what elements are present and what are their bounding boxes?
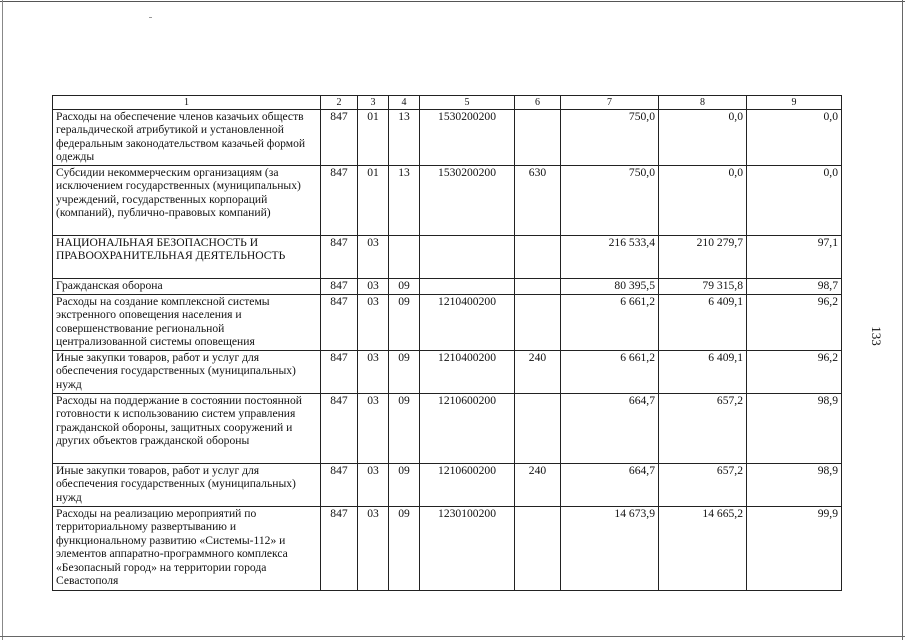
cell-value: 664,7 (561, 394, 659, 464)
cell-value: 216 533,4 (561, 236, 659, 279)
cell-percent: 0,0 (747, 166, 842, 236)
cell-section: 03 (358, 351, 389, 394)
cell-code: 847 (321, 279, 358, 295)
row-name: Расходы на обеспечение членов казачьих обществ геральдической атрибутикой и установленной федеральным законодательством казачьей формой одежды (53, 110, 321, 166)
row-name: Расходы на поддержание в состоянии постоянной готовности к использованию систем управления гражданской обороны, защитных сооружений и других объектов гражданской обороны (53, 394, 321, 464)
page-number: 133 (869, 326, 884, 346)
table-row (53, 394, 842, 464)
row-name: НАЦИОНАЛЬНАЯ БЕЗОПАСНОСТЬ И ПРАВООХРАНИТЕЛЬНАЯ ДЕЯТЕЛЬНОСТЬ (53, 236, 321, 279)
table-row (53, 507, 842, 591)
page-border-bottom (0, 636, 905, 637)
cell-code: 847 (321, 166, 358, 236)
cell-code: 847 (321, 236, 358, 279)
cell-value: 79 315,8 (659, 279, 747, 295)
cell-subsection: 09 (389, 279, 420, 295)
cell-value: 14 665,2 (659, 507, 747, 591)
cell-target: 1210600200 (420, 394, 515, 464)
cell-subsection: 09 (389, 394, 420, 464)
cell-target: 1530200200 (420, 110, 515, 166)
cell-value: 664,7 (561, 464, 659, 507)
cell-section: 03 (358, 279, 389, 295)
cell-subsection: 13 (389, 166, 420, 236)
cell-section: 01 (358, 166, 389, 236)
cell-percent: 96,2 (747, 295, 842, 351)
cell-value: 0,0 (659, 110, 747, 166)
row-name: Субсидии некоммерческим организациям (за исключением государственных (муниципальных) учреждений, государственных корпораций (компаний), публично-правовых компаний) (53, 166, 321, 236)
budget-table (52, 95, 842, 591)
cell-target (420, 279, 515, 295)
cell-percent: 98,7 (747, 279, 842, 295)
column-header: 7 (561, 96, 659, 110)
cell-subsection: 09 (389, 295, 420, 351)
page-border-left (2, 0, 3, 640)
cell-target: 1230100200 (420, 507, 515, 591)
cell-value: 750,0 (561, 110, 659, 166)
cell-value: 657,2 (659, 464, 747, 507)
cell-code: 847 (321, 464, 358, 507)
table-row (53, 351, 842, 394)
table-row (53, 464, 842, 507)
table-row (53, 236, 842, 279)
cell-percent: 99,9 (747, 507, 842, 591)
cell-value: 6 409,1 (659, 295, 747, 351)
cell-target: 1210400200 (420, 351, 515, 394)
row-name: Расходы на реализацию мероприятий по территориальному развертыванию и функциональному развитию «Системы-112» и элементов аппаратно-программного комплекса «Безопасный город» на территории города Севастополя (53, 507, 321, 591)
page-border-top (0, 1, 905, 2)
cell-section: 03 (358, 295, 389, 351)
cell-value: 14 673,9 (561, 507, 659, 591)
row-name: Расходы на создание комплексной системы экстренного оповещения населения и совершенствование региональной централизованной системы оповещения (53, 295, 321, 351)
cell-percent: 0,0 (747, 110, 842, 166)
scan-speck (149, 17, 152, 18)
cell-subsection: 09 (389, 507, 420, 591)
cell-value: 0,0 (659, 166, 747, 236)
column-header: 2 (321, 96, 358, 110)
cell-value: 210 279,7 (659, 236, 747, 279)
column-header: 8 (659, 96, 747, 110)
cell-subsection: 13 (389, 110, 420, 166)
table-row (53, 166, 842, 236)
cell-type: 630 (515, 166, 561, 236)
table-row (53, 279, 842, 295)
cell-code: 847 (321, 295, 358, 351)
cell-value: 750,0 (561, 166, 659, 236)
column-header: 1 (53, 96, 321, 110)
column-header: 5 (420, 96, 515, 110)
row-name: Гражданская оборона (53, 279, 321, 295)
cell-code: 847 (321, 351, 358, 394)
cell-type (515, 394, 561, 464)
cell-type: 240 (515, 351, 561, 394)
cell-code: 847 (321, 110, 358, 166)
cell-percent: 97,1 (747, 236, 842, 279)
cell-value: 80 395,5 (561, 279, 659, 295)
cell-code: 847 (321, 507, 358, 591)
row-name: Иные закупки товаров, работ и услуг для обеспечения государственных (муниципальных) нужд (53, 351, 321, 394)
page-border-right (902, 0, 903, 640)
cell-value: 6 661,2 (561, 295, 659, 351)
cell-section: 03 (358, 507, 389, 591)
table-header-row (53, 96, 842, 110)
cell-target: 1210600200 (420, 464, 515, 507)
cell-percent: 96,2 (747, 351, 842, 394)
cell-target: 1210400200 (420, 295, 515, 351)
cell-value: 657,2 (659, 394, 747, 464)
column-header: 9 (747, 96, 842, 110)
cell-type (515, 295, 561, 351)
column-header: 6 (515, 96, 561, 110)
cell-section: 03 (358, 394, 389, 464)
cell-percent: 98,9 (747, 394, 842, 464)
cell-type: 240 (515, 464, 561, 507)
cell-section: 01 (358, 110, 389, 166)
cell-percent: 98,9 (747, 464, 842, 507)
cell-section: 03 (358, 236, 389, 279)
cell-target: 1530200200 (420, 166, 515, 236)
table-row (53, 110, 842, 166)
cell-target (420, 236, 515, 279)
column-header: 4 (389, 96, 420, 110)
cell-type (515, 110, 561, 166)
cell-subsection: 09 (389, 351, 420, 394)
cell-value: 6 409,1 (659, 351, 747, 394)
cell-type (515, 507, 561, 591)
cell-type (515, 279, 561, 295)
cell-type (515, 236, 561, 279)
cell-code: 847 (321, 394, 358, 464)
column-header: 3 (358, 96, 389, 110)
cell-value: 6 661,2 (561, 351, 659, 394)
cell-subsection: 09 (389, 464, 420, 507)
cell-section: 03 (358, 464, 389, 507)
cell-subsection (389, 236, 420, 279)
table-row (53, 295, 842, 351)
row-name: Иные закупки товаров, работ и услуг для обеспечения государственных (муниципальных) нужд (53, 464, 321, 507)
